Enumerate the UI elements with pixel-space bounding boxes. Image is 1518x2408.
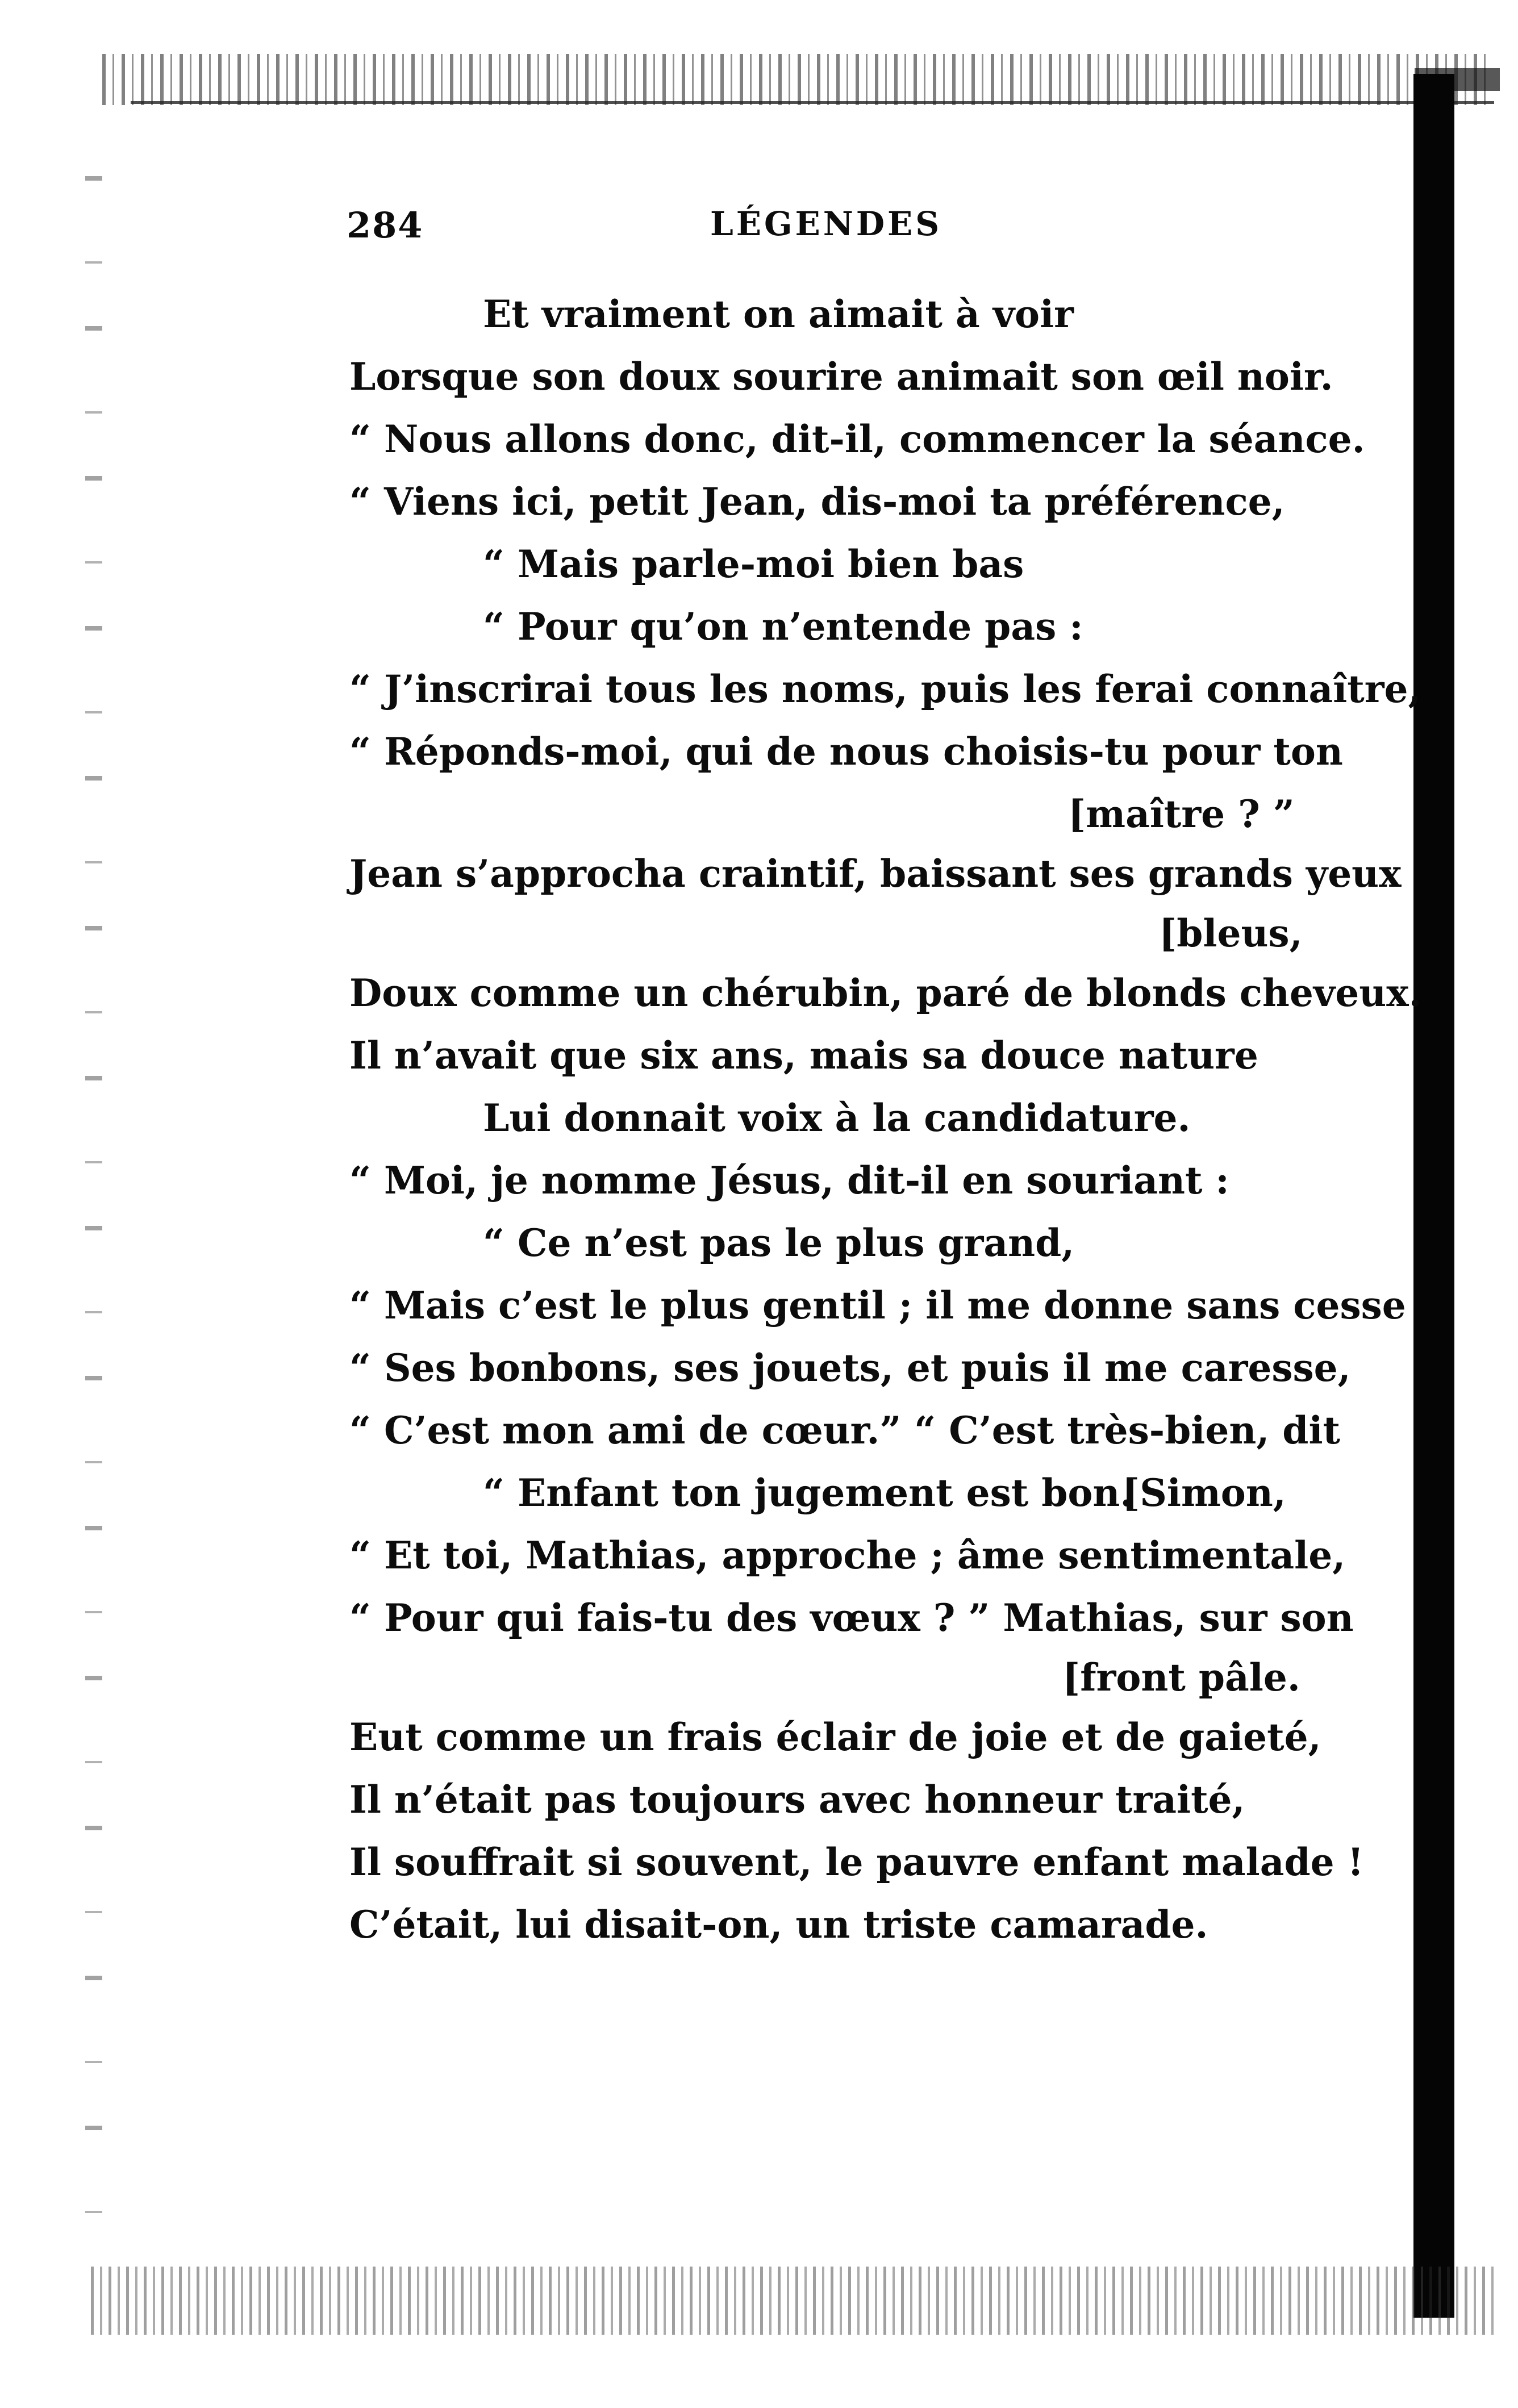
poem-line: “ Ses bonbons, ses jouets, et puis il me caresse, bbox=[349, 1346, 1351, 1390]
poem-line: Et vraiment on aimait à voir bbox=[483, 292, 1074, 336]
poem-line: “ Moi, je nomme Jésus, dit-il en souriant : bbox=[349, 1158, 1229, 1203]
poem-line: “ C’est mon ami de cœur.” “ C’est très-bien, dit bbox=[349, 1408, 1341, 1453]
top-rule bbox=[131, 101, 1494, 104]
left-margin-specks bbox=[85, 114, 102, 2272]
poem-line-continuation: [maître ? ” bbox=[1068, 792, 1295, 836]
poem-line: “ Pour qui fais-tu des vœux ? ” Mathias, sur son bbox=[349, 1596, 1354, 1640]
poem-line: Il n’était pas toujours avec honneur traité, bbox=[349, 1777, 1245, 1822]
scan-top-edge bbox=[102, 54, 1488, 105]
poem-line-continuation: [Simon, bbox=[1122, 1471, 1286, 1515]
poem-line: “ Mais c’est le plus gentil ; il me donne sans cesse bbox=[349, 1283, 1406, 1328]
poem-line: Jean s’approcha craintif, baissant ses grands yeux bbox=[349, 852, 1402, 896]
poem-line-continuation: [front pâle. bbox=[1062, 1655, 1300, 1700]
page-header bbox=[347, 205, 983, 256]
poem-line: “ Réponds-moi, qui de nous choisis-tu pour ton bbox=[349, 729, 1343, 774]
poem-line: “ Viens ici, petit Jean, dis-moi ta préférence, bbox=[349, 479, 1285, 524]
poem-line: Il n’avait que six ans, mais sa douce nature bbox=[349, 1033, 1258, 1078]
scan-bottom-edge bbox=[91, 2267, 1500, 2335]
poem-line: “ Ce n’est pas le plus grand, bbox=[483, 1221, 1075, 1265]
poem-line: “ Et toi, Mathias, approche ; âme sentimentale, bbox=[349, 1533, 1346, 1577]
running-title: LÉGENDES bbox=[710, 205, 943, 243]
poem-line: “ Pour qu’on n’entende pas : bbox=[483, 604, 1083, 649]
poem-line: “ J’inscrirai tous les noms, puis les ferai connaître, bbox=[349, 667, 1421, 711]
book-spine-shadow bbox=[1413, 74, 1454, 2318]
page-number: 284 bbox=[347, 205, 424, 246]
poem-line: “ Enfant ton jugement est bon. bbox=[483, 1471, 1133, 1515]
poem-line: C’était, lui disait-on, un triste camarade. bbox=[349, 1902, 1208, 1947]
poem-line: Il souffrait si souvent, le pauvre enfant malade ! bbox=[349, 1840, 1364, 1884]
poem-line-continuation: [bleus, bbox=[1159, 911, 1303, 955]
poem-line: “ Nous allons donc, dit-il, commencer la séance. bbox=[349, 417, 1365, 461]
poem-line: Doux comme un chérubin, paré de blonds cheveux. bbox=[349, 971, 1422, 1015]
poem-line: Eut comme un frais éclair de joie et de gaieté, bbox=[349, 1715, 1321, 1759]
poem-line: “ Mais parle-moi bien bas bbox=[483, 542, 1024, 586]
poem-line: Lorsque son doux sourire animait son œil noir. bbox=[349, 354, 1333, 399]
poem-line: Lui donnait voix à la candidature. bbox=[483, 1096, 1191, 1140]
